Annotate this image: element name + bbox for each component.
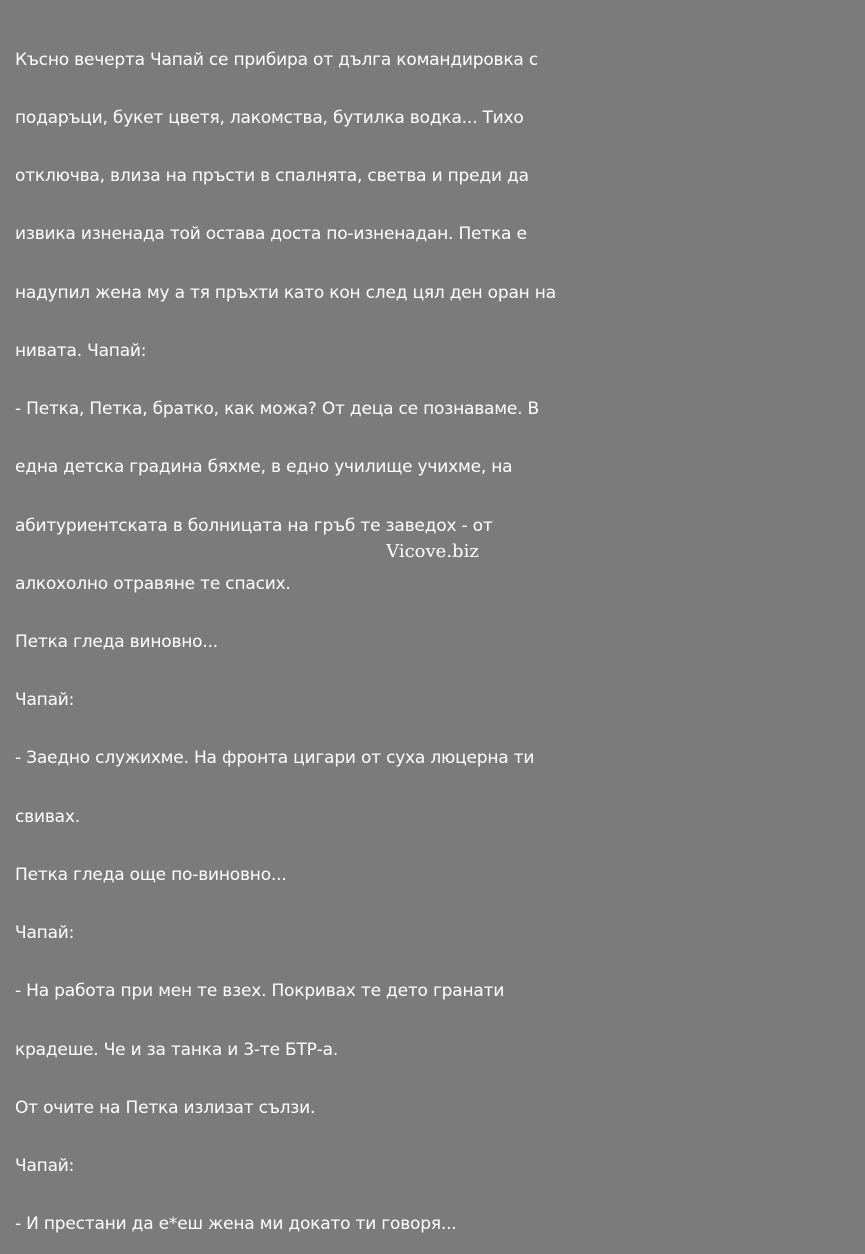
joke-line: Петка гледа още по-виновно... [15, 864, 287, 885]
joke-line: абитуриентската в болницата на гръб те заведох - от [15, 515, 493, 536]
joke-line: нивата. Чапай: [15, 340, 147, 361]
joke-line: крадеше. Че и за танка и 3-те БТР-а. [15, 1039, 339, 1060]
joke-line: извика изненада той остава доста по-изненадан. Петка е [15, 224, 527, 245]
site-watermark: Vicove.biz [386, 541, 479, 562]
joke-text [15, 12, 855, 1254]
joke-line: алкохолно отравяне те спасих. [15, 573, 291, 594]
joke-line: - На работа при мен те взех. Покривах те дето гранати [15, 981, 505, 1002]
joke-line: надупил жена му а тя пръхти като кон след цял ден оран на [15, 282, 556, 303]
joke-line: - И престани да е*еш жена ми докато ти говоря... [15, 1214, 457, 1235]
joke-line: подаръци, букет цветя, лакомства, бутилка водка... Тихо [15, 108, 524, 129]
joke-line: От очите на Петка излизат сълзи. [15, 1097, 316, 1118]
joke-line: свивах. [15, 806, 80, 827]
joke-line: една детска градина бяхме, в едно училище учихме, на [15, 457, 513, 478]
joke-line: Чапай: [15, 923, 75, 944]
joke-line: - Петка, Петка, братко, как можа? От деца се познаваме. В [15, 399, 540, 420]
joke-line: - Заедно служихме. На фронта цигари от суха люцерна ти [15, 748, 535, 769]
joke-line: отключва, влиза на пръсти в спалнята, светва и преди да [15, 166, 529, 187]
joke-line: Късно вечерта Чапай се прибира от дълга командировка с [15, 49, 538, 70]
joke-line: Петка гледа виновно... [15, 632, 218, 652]
joke-line: Чапай: [15, 690, 75, 711]
joke-line: Чапай: [15, 1155, 75, 1176]
